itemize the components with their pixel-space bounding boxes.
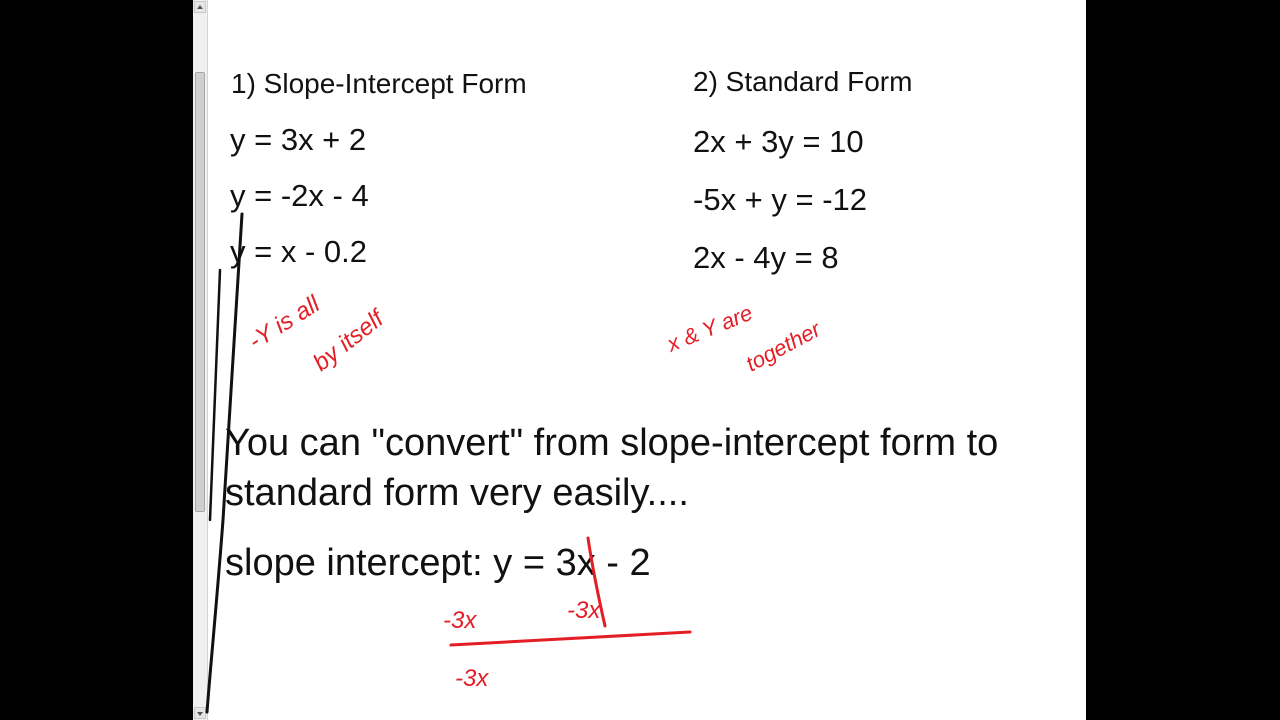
- slope-intercept-equation: y = x - 0.2: [230, 234, 367, 269]
- standard-form-equation: 2x - 4y = 8: [693, 240, 839, 275]
- standard-form-equation: 2x + 3y = 10: [693, 124, 864, 159]
- notebook-page: [193, 0, 1086, 720]
- work-step-right: -3x: [567, 597, 601, 624]
- conversion-text-line: standard form very easily....: [225, 472, 689, 514]
- note-line: -Y is all: [243, 290, 325, 356]
- handwritten-note-x-y-together: [663, 300, 827, 377]
- work-step-left: -3x: [443, 607, 477, 634]
- pen-stroke: [210, 270, 220, 520]
- note-line: together: [741, 316, 825, 377]
- vertical-scrollbar[interactable]: [193, 0, 208, 720]
- note-line: by itself: [308, 305, 389, 377]
- slope-intercept-heading: 1) Slope-Intercept Form: [231, 68, 527, 99]
- standard-form-heading: 2) Standard Form: [693, 66, 913, 97]
- scroll-up-arrow-icon[interactable]: [194, 1, 206, 13]
- scroll-down-arrow-icon[interactable]: [194, 707, 206, 719]
- slope-intercept-equation: y = -2x - 4: [230, 178, 369, 213]
- handwriting-layer: [193, 0, 1086, 720]
- work-result: -3x: [455, 665, 489, 692]
- conversion-text-line: You can "convert" from slope-intercept form to: [225, 422, 999, 464]
- standard-form-equation: -5x + y = -12: [693, 182, 868, 217]
- note-line: x & Y are: [663, 299, 757, 357]
- slope-intercept-equation: y = 3x + 2: [230, 122, 367, 157]
- scroll-thumb[interactable]: [195, 72, 205, 512]
- work-underline: [451, 632, 690, 645]
- handwritten-note-y-by-itself: [244, 290, 391, 376]
- slope-intercept-example: slope intercept: y = 3x - 2: [225, 542, 651, 584]
